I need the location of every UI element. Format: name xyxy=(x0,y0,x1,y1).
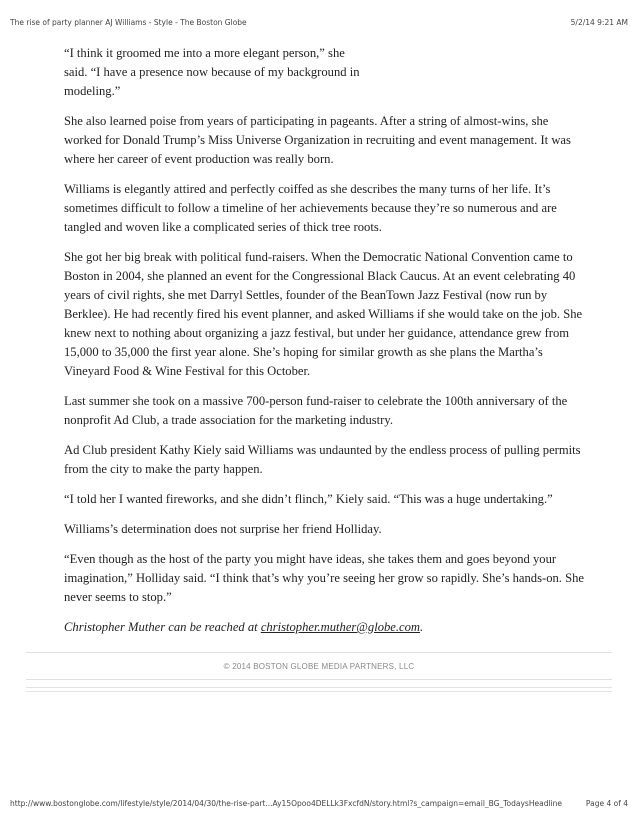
author-email-link[interactable]: christopher.muther@globe.com xyxy=(260,620,421,634)
article-paragraph: She got her big break with political fund-raisers. When the Democratic National Convention came to Boston in 2004, she planned an event for the Congressional Black Caucus. At an event celebrating 40 years of civil rights, she met Darryl Settles, founder of the BeanTown Jazz Festival (now run by Berklee). He had recently fired his event planner, and asked Williams if she would take on the job. She knew next to nothing about organizing a jazz festival, but under her guidance, attendance grew from 15,000 to 35,000 the first year alone. She’s hoping for similar growth as she plans the Martha’s Vineyard Food & Wine Festival for this October. xyxy=(64,250,583,378)
divider xyxy=(26,687,612,688)
print-header xyxy=(10,18,628,27)
divider xyxy=(26,691,612,692)
byline-period: . xyxy=(420,620,424,634)
article-paragraph: “Even though as the host of the party you might have ideas, she takes them and goes beyond your imagination,” Holliday said. “I think that’s why you’re seeing her grow so rapidly. She’s hands-on. She never seems to stop.” xyxy=(64,552,584,604)
page-number: Page 4 of 4 xyxy=(585,799,628,808)
article-paragraph: Last summer she took on a massive 700-person fund-raiser to celebrate the 100th anniversary of the nonprofit Ad Club, a trade association for the marketing industry. xyxy=(64,394,568,427)
print-header-title: The rise of party planner AJ Williams - Style - The Boston Globe xyxy=(10,18,247,27)
article-paragraph: Williams is elegantly attired and perfectly coiffed as she describes the many turns of her life. It’s sometimes difficult to follow a timeline of her achievements because they’re so numerous and are tangled and woven like a complicated series of thick tree roots. xyxy=(64,182,557,234)
byline-text: Christopher Muther can be reached at xyxy=(64,620,261,634)
article-body xyxy=(64,44,584,648)
print-header-datetime: 5/2/14 9:21 AM xyxy=(570,18,628,27)
article-paragraph: “I think it groomed me into a more elegant person,” she said. “I have a presence now because of my background in modeling.” xyxy=(64,46,360,98)
article-paragraph: Ad Club president Kathy Kiely said Williams was undaunted by the endless process of pulling permits from the city to make the party happen. xyxy=(64,443,581,476)
author-byline xyxy=(64,618,584,637)
article-paragraph: “I told her I wanted fireworks, and she didn’t flinch,” Kiely said. “This was a huge undertaking.” xyxy=(64,492,553,506)
copyright-bar xyxy=(26,652,612,680)
article-paragraph: Williams’s determination does not surprise her friend Holliday. xyxy=(64,522,382,536)
article-paragraph: She also learned poise from years of participating in pageants. After a string of almost-wins, she worked for Donald Trump’s Miss Universe Organization in recruiting and event management. It was where her career of event production was really born. xyxy=(64,114,571,166)
print-footer xyxy=(10,799,628,808)
copyright-text: © 2014 BOSTON GLOBE MEDIA PARTNERS, LLC xyxy=(223,661,415,671)
print-footer-url: http://www.bostonglobe.com/lifestyle/style/2014/04/30/the-rise-part...Ay15Opoo4DELLk3FxcfdN/story.html?s_campaign=email_BG_TodaysHeadline xyxy=(10,799,562,808)
